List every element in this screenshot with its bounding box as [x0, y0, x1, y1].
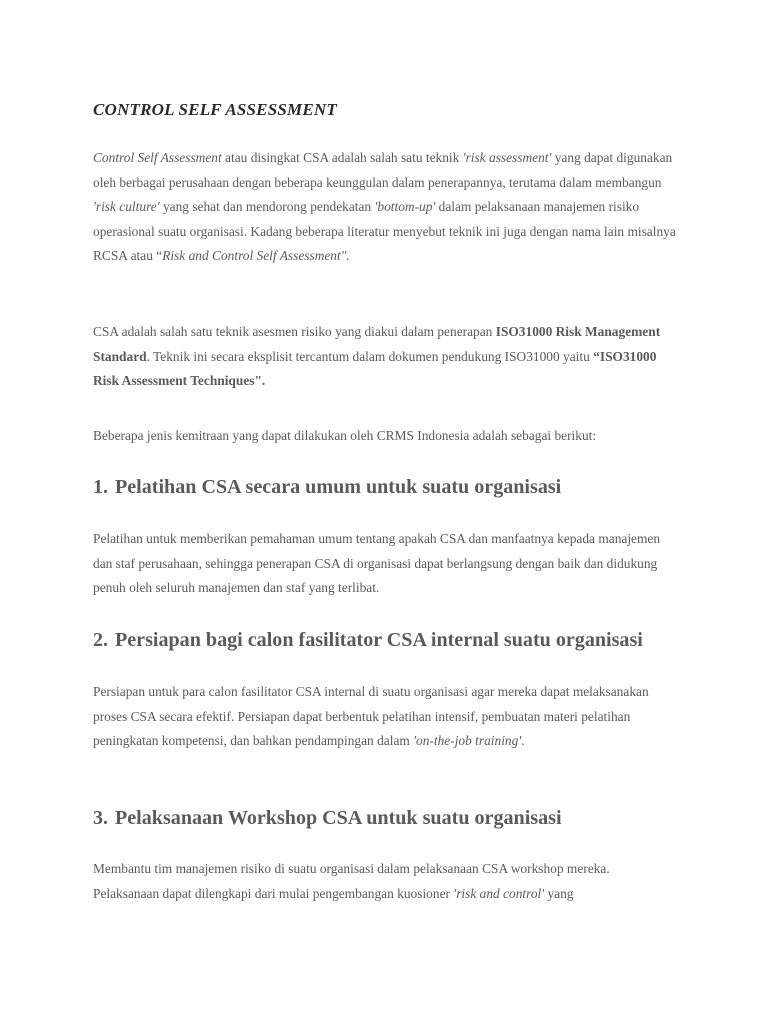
partnership-intro: Beberapa jenis kemitraan yang dapat dilakukan oleh CRMS Indonesia adalah sebagai berikut:	[93, 428, 597, 443]
section-body-2: Persiapan untuk para calon fasilitator CSA internal di suatu organisasi agar mereka dapat melaksanakan proses CSA secara efektif. Persiapan dapat berbentuk pelatihan intensif, pembuatan materi pelatihan peningkatan kompetensi, dan bahkan pendampingan dalam 'on-the-job training'.	[93, 684, 649, 749]
term-bottom-up: 'bottom-up'	[374, 199, 436, 215]
term-csa: Control Self Assessment	[93, 150, 222, 165]
term-iso31000: ISO31000 Risk Management Standard	[93, 324, 661, 364]
term-iso-techniques: “ISO31000 Risk Assessment Techniques".	[93, 348, 657, 389]
term-risk-culture: 'risk culture'	[93, 199, 160, 215]
intro-paragraph: Control Self Assessment atau disingkat CSA adalah salah satu teknik 'risk assessment' yang dapat digunakan oleh berbagai perusahaan dengan beberapa keunggulan dalam penerapannya, terutama dalam membangun 'risk culture' yang sehat dan mendorong pendekatan 'bottom-up' dalam pelaksanaan manajemen risiko operasional suatu organisasi. Kadang beberapa literatur menyebut teknik ini juga dengan nama lain misalnya RCSA atau “Risk and Control Self Assessment".	[93, 150, 676, 264]
iso-paragraph: CSA adalah salah satu teknik asesmen risiko yang diakui dalam penerapan ISO31000 Risk Management Standard. Teknik ini secara eksplisit tercantum dalam dokumen pendukung ISO31000 yaitu “ISO31000 Risk Assessment Techniques".	[93, 324, 661, 389]
term-risk-assessment: 'risk assessment'	[462, 150, 552, 165]
section-heading-2: 2. Persiapan bagi calon fasilitator CSA internal suatu organisasi	[93, 629, 643, 651]
term-risk-and-control: 'risk and control'	[453, 885, 545, 901]
term-on-the-job-training: 'on-the-job training'	[413, 733, 522, 749]
section-heading-3: 3. Pelaksanaan Workshop CSA untuk suatu organisasi	[93, 807, 562, 829]
section-body-1: Pelatihan untuk memberikan pemahaman umum tentang apakah CSA dan manfaatnya kepada manajemen dan staf perusahaan, sehingga penerapan CSA di organisasi dapat berlangsung dengan baik dan didukung penuh oleh seluruh manajemen dan staf yang terlibat.	[93, 531, 661, 596]
term-rcsa: Risk and Control Self Assessment".	[162, 248, 350, 264]
section-heading-1: 1. Pelatihan CSA secara umum untuk suatu organisasi	[93, 476, 562, 498]
section-body-3: Membantu tim manajemen risiko di suatu organisasi dalam pelaksanaan CSA workshop mereka. Pelaksanaan dapat dilengkapi dari mulai pengembangan kuosioner 'risk and control' yang	[93, 861, 610, 901]
document-title: CONTROL SELF ASSESSMENT	[93, 100, 337, 119]
